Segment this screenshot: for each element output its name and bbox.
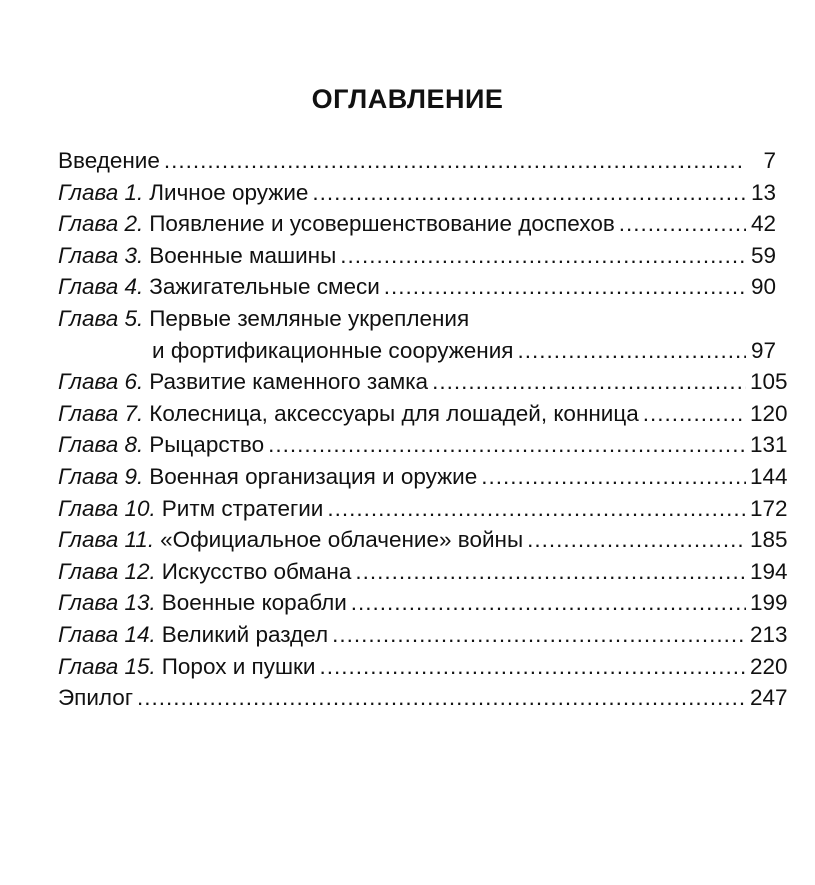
page-number: 172 [750,495,788,521]
chapter-title: Рыцарство [149,432,265,458]
page-number: 90 [750,274,776,300]
chapter-title: Введение [58,148,160,173]
toc-entry [58,587,788,619]
chapter-title: Порох и пушки [161,653,316,679]
dot-leader [351,587,746,619]
dot-leader [164,145,746,177]
chapter-title: и фортификационные сооружения [152,337,514,363]
dot-leader [619,208,746,240]
chapter-title: Военные корабли [161,590,347,616]
page-number: 247 [750,685,788,711]
toc-entry-continuation [58,335,776,367]
page-number: 220 [750,653,788,679]
chapter-number: Глава 1. [58,179,144,205]
toc-entry [58,556,788,588]
page-number: 13 [750,179,776,205]
chapter-number: Глава 4. [58,274,144,300]
toc-entry [58,619,788,651]
chapter-number: Глава 13. [58,590,156,616]
chapter-title: Военная организация и оружие [149,463,478,489]
chapter-title: Личное оружие [149,179,309,205]
dot-leader [517,335,746,367]
chapter-number: Глава 11. [58,527,155,553]
dot-leader [312,177,746,209]
page-number: 97 [750,337,776,363]
dot-leader [137,682,746,714]
toc-entry [58,208,776,240]
chapter-number: Глава 5. [58,305,144,331]
chapter-number: Глава 12. [58,558,156,584]
toc-entry [58,145,776,177]
toc-entry [58,461,788,493]
toc-entry [58,303,776,335]
toc-entry [58,240,776,272]
page-number: 7 [763,148,776,173]
chapter-number: Глава 2. [58,211,144,237]
chapter-number: Глава 3. [58,242,144,268]
chapter-number: Глава 14. [58,621,156,647]
chapter-title: «Официальное облачение» войны [160,527,524,553]
dot-leader [332,619,746,651]
dot-leader [384,271,746,303]
chapter-title: Искусство обмана [161,558,352,584]
chapter-number: Глава 15. [58,653,156,679]
page-title: ОГЛАВЛЕНИЕ [311,84,504,114]
page-number: 105 [750,369,788,395]
page-number: 120 [750,400,788,426]
chapter-number: Глава 8. [58,432,144,458]
page-number: 144 [750,463,788,489]
page-number: 213 [750,621,788,647]
dot-leader [340,240,746,272]
page-number: 131 [750,432,788,458]
toc-entry [58,651,788,683]
dot-leader [355,556,746,588]
page-number: 42 [750,211,776,237]
chapter-title: Колесница, аксессуары для лошадей, конница [149,400,639,426]
toc-entry [58,429,788,461]
chapter-title: Первые земляные укрепления [149,305,470,331]
chapter-number: Глава 7. [58,400,144,426]
dot-leader [432,366,746,398]
toc-entry [58,493,788,525]
dot-leader [527,524,746,556]
toc-entry [58,271,776,303]
chapter-title: Военные машины [149,242,337,268]
dot-leader [319,651,746,683]
chapter-title: Эпилог [58,685,134,711]
chapter-title: Великий раздел [161,621,329,647]
page-number: 185 [750,527,788,553]
page-number: 59 [750,242,776,268]
chapter-number: Глава 6. [58,369,144,395]
chapter-title: Развитие каменного замка [149,369,429,395]
chapter-title: Появление и усовершенствование доспехов [149,211,615,237]
chapter-number: Глава 9. [58,463,144,489]
dot-leader [268,429,746,461]
toc-entry [58,366,788,398]
dot-leader [481,461,746,493]
toc-entry [58,398,788,430]
chapter-title: Зажигательные смеси [149,274,380,300]
page-number: 199 [750,590,788,616]
page-number: 194 [750,558,788,584]
toc-entry [58,682,788,714]
chapter-title: Ритм стратегии [161,495,324,521]
toc-entry [58,524,788,556]
dot-leader [327,493,746,525]
chapter-number: Глава 10. [58,495,156,521]
toc-entry [58,177,776,209]
table-of-contents [58,145,788,714]
dot-leader [643,398,746,430]
